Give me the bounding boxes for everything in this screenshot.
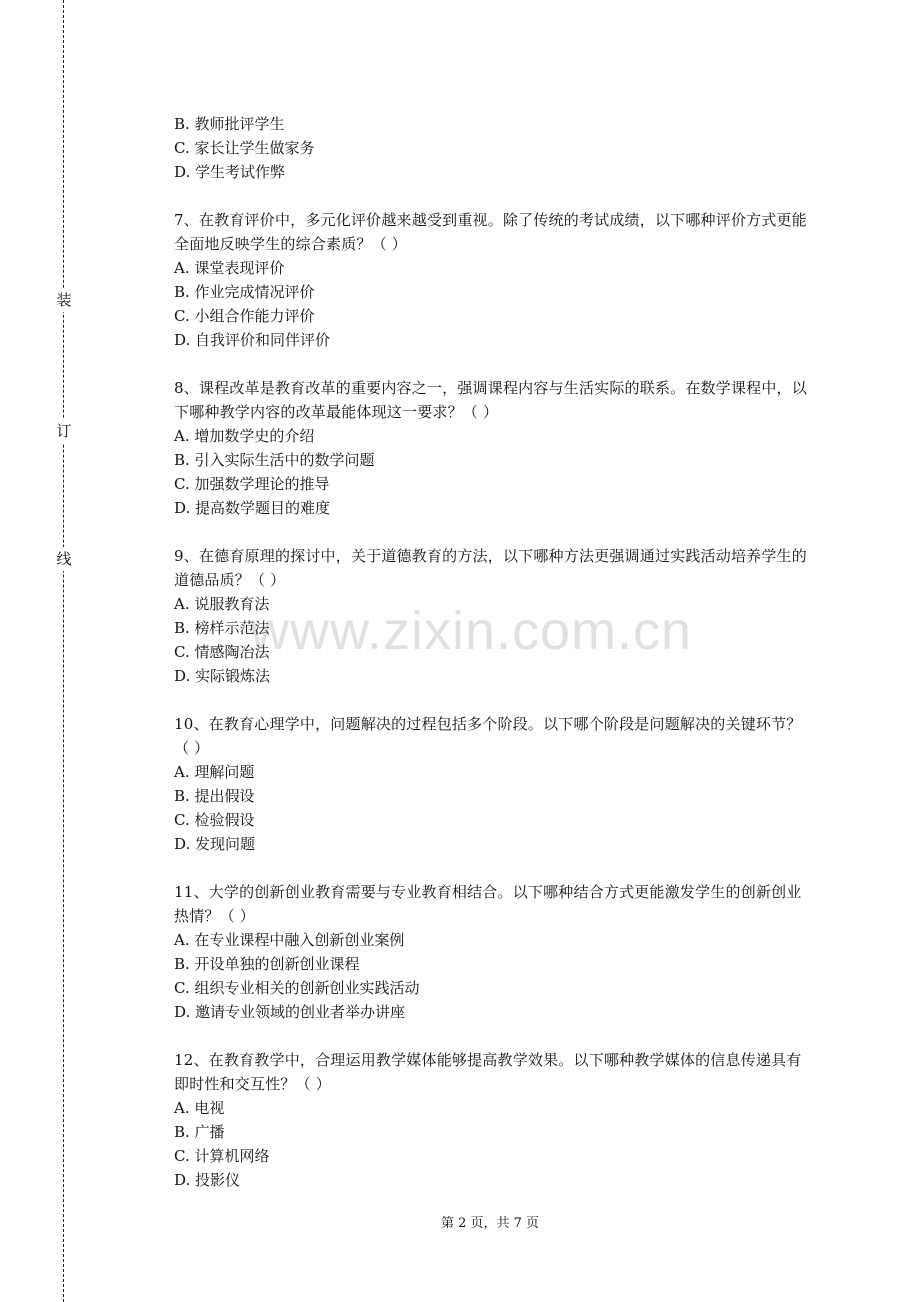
option-c: C. 小组合作能力评价 [174,307,315,325]
binding-label-zhuang: 装 [55,288,73,312]
watermark: www.zixin.com.cn [250,601,693,661]
question-stem: 10、在教育心理学中，问题解决的过程包括多个阶段。以下哪个阶段是问题解决的关键环节？（ ） [174,715,802,757]
option-a: A. 理解问题 [174,763,255,781]
option-6b: B. 教师批评学生 [174,115,285,133]
option-b: B. 引入实际生活中的数学问题 [174,451,375,469]
option-a: A. 在专业课程中融入创新创业案例 [174,931,405,949]
option-b: B. 作业完成情况评价 [174,283,315,301]
option-6d: D. 学生考试作弊 [174,163,286,181]
option-b: B. 榜样示范法 [174,619,270,637]
option-6c: C. 家长让学生做家务 [174,139,315,157]
option-d: D. 投影仪 [174,1171,241,1189]
option-d: D. 发现问题 [174,835,256,853]
page-number-footer: 第 2 页，共 7 页 [440,1216,540,1231]
exam-content [174,112,814,1192]
option-d: D. 自我评价和同伴评价 [174,331,331,349]
option-d: D. 提高数学题目的难度 [174,499,331,517]
question-10 [174,712,814,856]
option-a: A. 电视 [174,1099,225,1117]
option-a: A. 说服教育法 [174,595,270,613]
question-stem: 9、在德育原理的探讨中，关于道德教育的方法，以下哪种方法更强调通过实践活动培养学生的道德品质？（ ） [174,547,807,589]
question-7 [174,208,814,352]
option-c: C. 情感陶冶法 [174,643,270,661]
option-c: C. 组织专业相关的创新创业实践活动 [174,979,420,997]
option-c: C. 检验假设 [174,811,255,829]
option-b: B. 提出假设 [174,787,255,805]
option-a: A. 增加数学史的介绍 [174,427,315,445]
binding-dashed-line [63,0,64,1302]
question-6-continued [174,112,814,184]
question-stem: 11、大学的创新创业教育需要与专业教育相结合。以下哪种结合方式更能激发学生的创新创业热情？（ ） [174,883,802,925]
question-12 [174,1048,814,1192]
question-8 [174,376,814,520]
question-stem: 7、在教育评价中，多元化评价越来越受到重视。除了传统的考试成绩，以下哪种评价方式更能全面地反映学生的综合素质？（ ） [174,211,807,253]
binding-label-xian: 线 [55,547,73,571]
option-c: C. 计算机网络 [174,1147,270,1165]
question-stem: 12、在教育教学中，合理运用教学媒体能够提高教学效果。以下哪种教学媒体的信息传递具有即时性和交互性？（ ） [174,1051,802,1093]
question-9 [174,544,814,688]
binding-label-ding: 订 [55,419,73,443]
option-b: B. 广播 [174,1123,225,1141]
option-a: A. 课堂表现评价 [174,259,285,277]
option-b: B. 开设单独的创新创业课程 [174,955,360,973]
question-11 [174,880,814,1024]
question-stem: 8、课程改革是教育改革的重要内容之一，强调课程内容与生活实际的联系。在数学课程中，以下哪种教学内容的改革最能体现这一要求？（ ） [174,379,807,421]
option-d: D. 邀请专业领域的创业者举办讲座 [174,1003,406,1021]
option-c: C. 加强数学理论的推导 [174,475,330,493]
option-d: D. 实际锻炼法 [174,667,271,685]
